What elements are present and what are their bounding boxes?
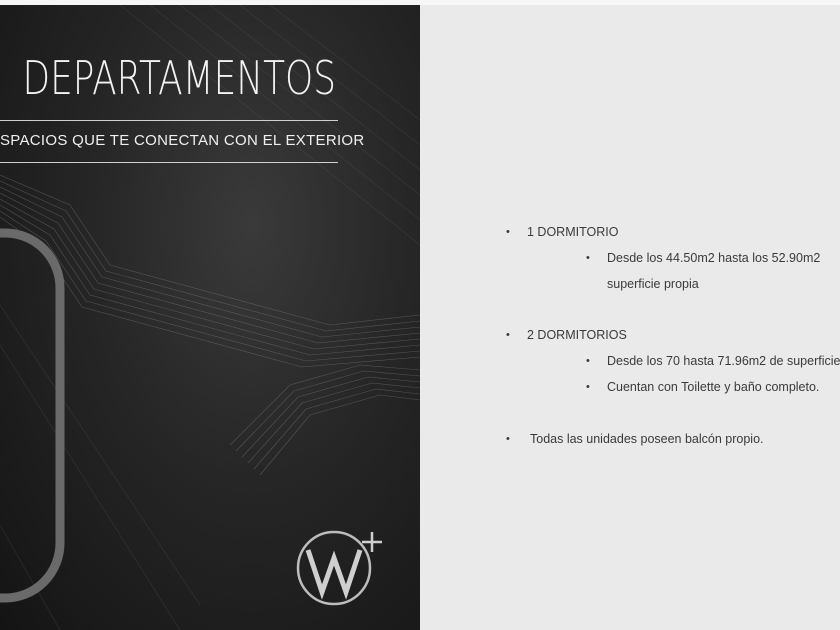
unit-type-1-area: Desde los 44.50m2 hasta los 52.90m2 bbox=[607, 251, 821, 265]
bullet: • bbox=[586, 355, 590, 367]
page-title: DEPARTAMENTOS bbox=[22, 51, 336, 105]
bullet: • bbox=[506, 433, 510, 445]
light-panel bbox=[420, 5, 840, 630]
page-subtitle: SPACIOS QUE TE CONECTAN CON EL EXTERIOR bbox=[0, 132, 365, 149]
unit-type-2-area: Desde los 70 hasta 71.96m2 de superficie bbox=[607, 354, 840, 368]
unit-type-1-area-cont: superficie propia bbox=[607, 277, 699, 291]
unit-type-2-label: 2 DORMITORIOS bbox=[527, 328, 627, 342]
balcony-note: Todas las unidades poseen balcón propio. bbox=[530, 432, 764, 446]
divider-top bbox=[0, 120, 338, 121]
rounded-frame-shape bbox=[0, 233, 60, 598]
bullet: • bbox=[506, 226, 510, 238]
dark-panel bbox=[0, 5, 420, 630]
w-plus-logo-icon bbox=[294, 526, 384, 606]
unit-type-1-label: 1 DORMITORIO bbox=[527, 225, 619, 239]
divider-bottom bbox=[0, 162, 338, 163]
bullet: • bbox=[506, 329, 510, 341]
unit-type-2-bathrooms: Cuentan con Toilette y baño completo. bbox=[607, 380, 820, 394]
bullet: • bbox=[586, 381, 590, 393]
bullet: • bbox=[586, 252, 590, 264]
